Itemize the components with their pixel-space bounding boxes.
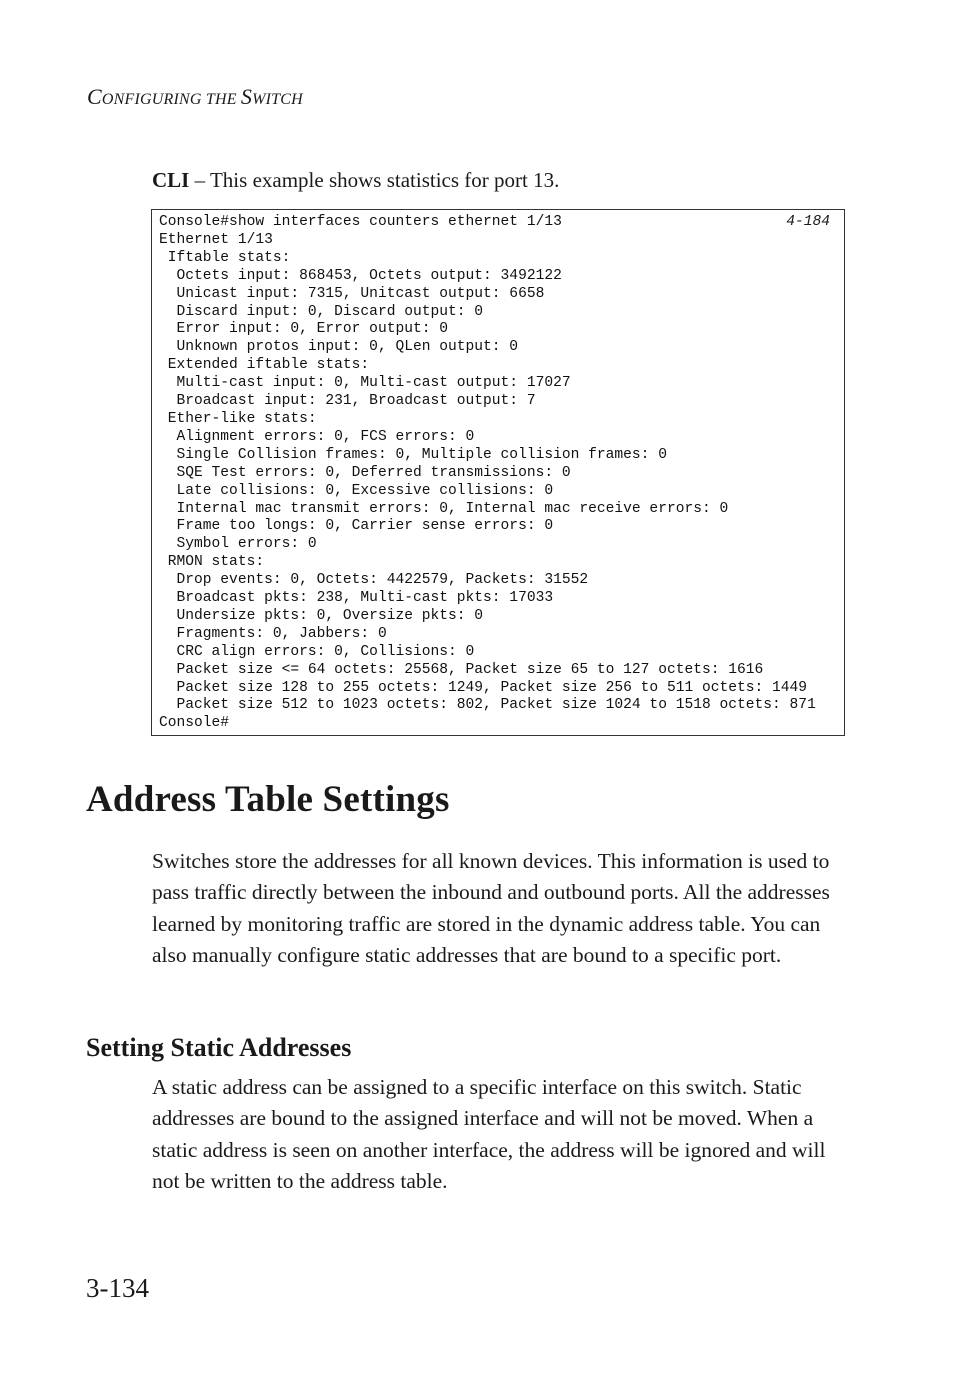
code-line: Fragments: 0, Jabbers: 0	[159, 625, 387, 642]
code-line: Console#show interfaces counters ethernet 1/13	[159, 214, 562, 230]
code-line: Error input: 0, Error output: 0	[159, 321, 449, 338]
code-line: CRC align errors: 0, Collisions: 0	[159, 643, 475, 660]
code-line: Single Collision frames: 0, Multiple collision frames: 0	[159, 446, 667, 463]
code-line: Iftable stats:	[159, 249, 291, 266]
code-line: Packet size <= 64 octets: 25568, Packet size 65 to 127 octets: 1616	[159, 661, 764, 678]
cli-code-block	[151, 209, 845, 736]
code-line: Packet size 512 to 1023 octets: 802, Packet size 1024 to 1518 octets: 871	[159, 697, 816, 714]
cli-output	[152, 210, 844, 733]
code-line: Octets input: 868453, Octets output: 3492122	[159, 267, 562, 284]
cli-label: CLI	[152, 168, 190, 192]
code-line: Unknown protos input: 0, QLen output: 0	[159, 339, 519, 356]
command-reference: 4-184	[786, 214, 830, 230]
code-line: Packet size 128 to 255 octets: 1249, Packet size 256 to 511 octets: 1449	[159, 679, 808, 696]
section-title: Address Table Settings	[86, 779, 450, 820]
page-number: 3-134	[86, 1273, 149, 1303]
code-line: Frame too longs: 0, Carrier sense errors: 0	[159, 518, 554, 535]
code-line: Undersize pkts: 0, Oversize pkts: 0	[159, 607, 484, 624]
section-paragraph: Switches store the addresses for all known devices. This information is used to pass traffic directly between the inbound and outbound ports. All the addresses learned by monitoring traffic are stored in the dynamic address table. You can also manually configure static addresses that are bound to a specific port.	[152, 849, 830, 967]
code-line: Console#	[159, 715, 230, 732]
cli-caption-text: – This example shows statistics for port 13.	[189, 168, 560, 192]
header-part: ONFIGURING THE	[101, 91, 241, 108]
code-line: Ethernet 1/13	[159, 231, 273, 248]
code-line: Symbol errors: 0	[159, 536, 317, 553]
header-part: WITCH	[252, 91, 303, 108]
code-line: Broadcast input: 231, Broadcast output: 7	[159, 393, 536, 410]
code-line: RMON stats:	[159, 554, 265, 571]
code-line: Unicast input: 7315, Unitcast output: 6658	[159, 285, 545, 302]
code-line: Discard input: 0, Discard output: 0	[159, 303, 484, 320]
code-line: Ether-like stats:	[159, 410, 317, 427]
subsection-paragraph: A static address can be assigned to a specific interface on this switch. Static addresses are bound to the assigned interface and will not be moved. When a static address is seen on another interface, the address will be ignored and will not be written to the address table.	[152, 1075, 826, 1193]
code-line: Drop events: 0, Octets: 4422579, Packets: 31552	[159, 572, 589, 589]
code-line: SQE Test errors: 0, Deferred transmissions: 0	[159, 464, 571, 481]
code-line: Broadcast pkts: 238, Multi-cast pkts: 17033	[159, 590, 554, 607]
running-header	[87, 84, 303, 110]
code-line: Internal mac transmit errors: 0, Internal mac receive errors: 0	[159, 500, 729, 517]
code-line: Multi-cast input: 0, Multi-cast output: 17027	[159, 375, 571, 392]
header-part: C	[87, 84, 102, 109]
code-line: Late collisions: 0, Excessive collisions: 0	[159, 482, 554, 499]
header-part: S	[240, 84, 253, 109]
code-line: Alignment errors: 0, FCS errors: 0	[159, 428, 475, 445]
cli-caption	[152, 168, 559, 193]
subsection-title: Setting Static Addresses	[86, 1033, 352, 1062]
code-line: Extended iftable stats:	[159, 357, 370, 374]
